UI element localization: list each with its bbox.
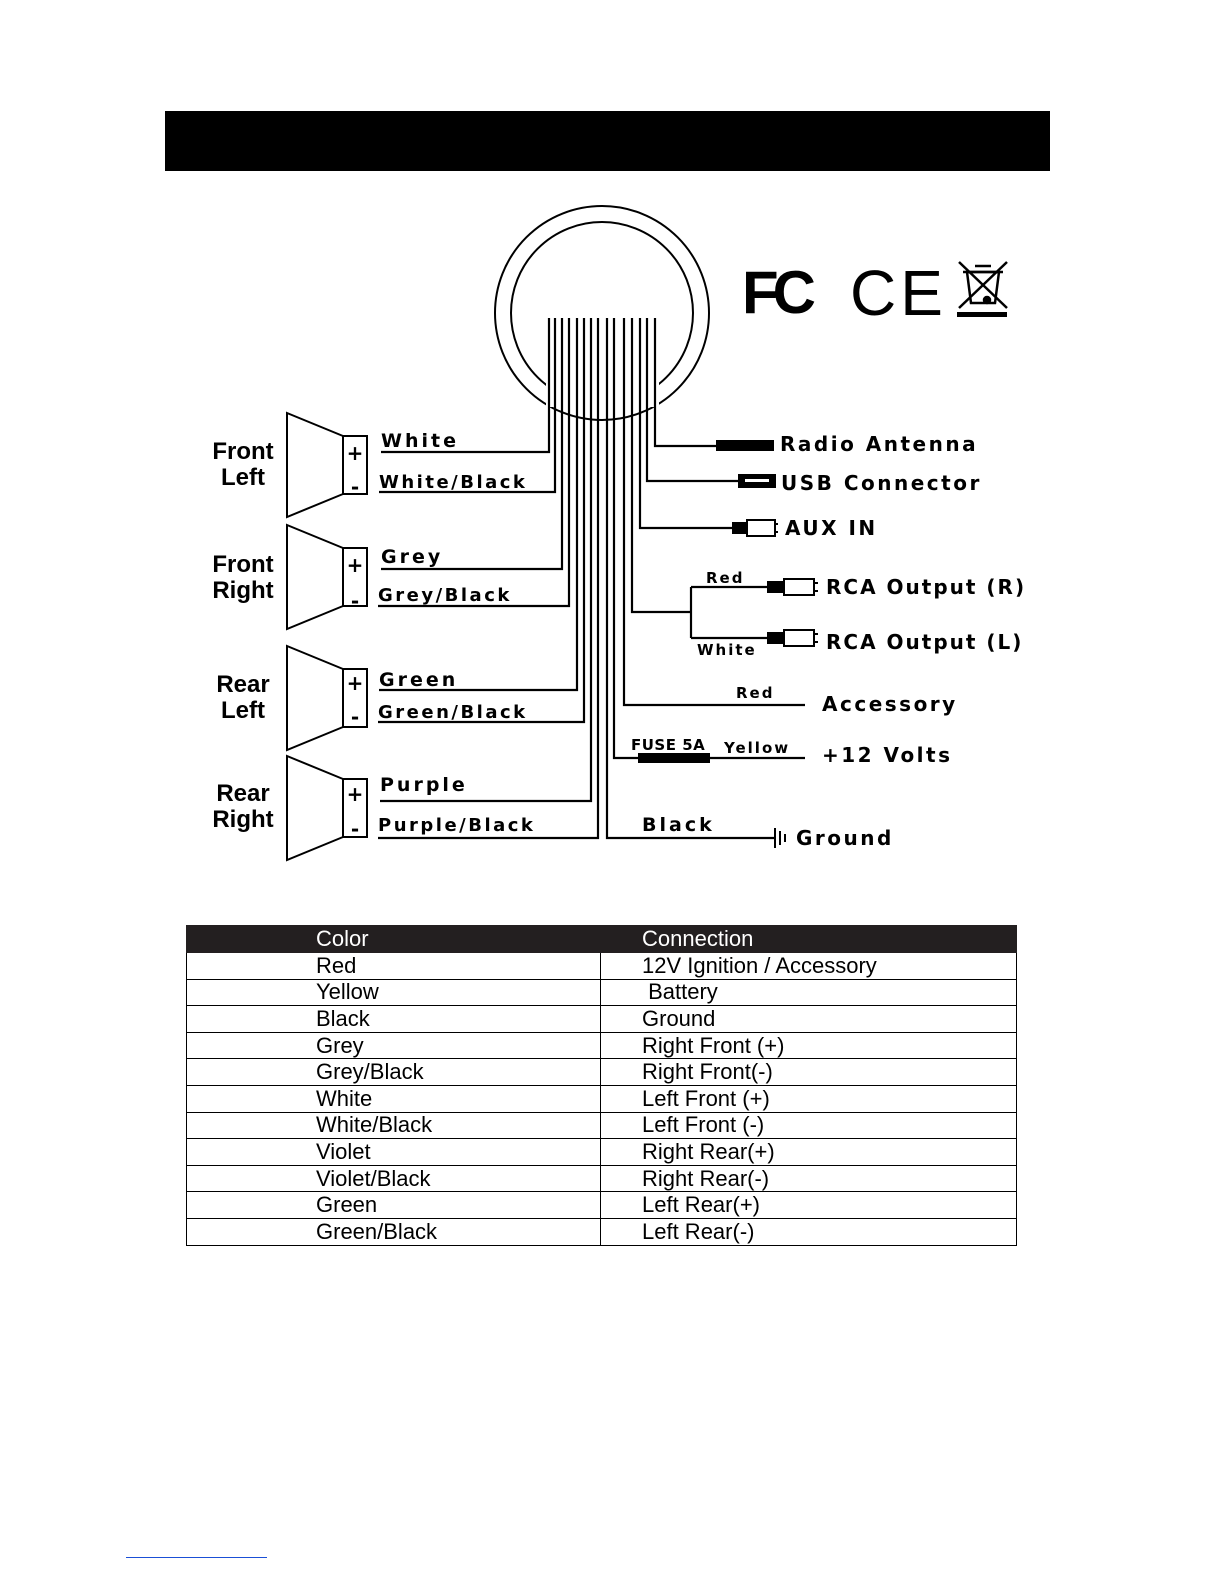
- table-header-row: [187, 926, 1017, 953]
- wire-color-table: [186, 925, 1017, 1246]
- cell-connection: Right Rear(+): [601, 1139, 1017, 1166]
- wire-label-green: Green: [379, 669, 459, 691]
- rca-l-plug: [768, 630, 818, 646]
- label-rca-right: RCA Output (R): [826, 575, 1027, 599]
- cell-color: Black: [187, 1006, 601, 1033]
- usb-plug: [738, 474, 776, 488]
- rl-minus: -: [350, 705, 360, 729]
- label-yellow: Yellow: [724, 739, 791, 757]
- label-fuse: FUSE 5A: [631, 736, 706, 754]
- speaker-label-fl-1: Front: [212, 438, 274, 465]
- cell-connection: Left Rear(-): [601, 1218, 1017, 1245]
- table-row: [187, 1006, 1017, 1033]
- rl-plus: +: [346, 671, 364, 695]
- cell-color: Violet: [187, 1139, 601, 1166]
- label-12-volts: +12 Volts: [822, 743, 953, 767]
- weee-bin-icon: [957, 262, 1007, 317]
- cell-connection: Left Rear(+): [601, 1192, 1017, 1219]
- table-row: [187, 1112, 1017, 1139]
- rr-plus: +: [346, 782, 364, 806]
- table-row: [187, 1165, 1017, 1192]
- rca-r-plug: [768, 579, 818, 595]
- cell-color: Green: [187, 1192, 601, 1219]
- cell-color: Green/Black: [187, 1218, 601, 1245]
- label-aux-in: AUX IN: [785, 516, 878, 540]
- label-usb-connector: USB Connector: [781, 471, 982, 495]
- ground-symbol: [775, 828, 785, 848]
- cell-connection: Right Rear(-): [601, 1165, 1017, 1192]
- wire-label-purple: Purple: [380, 774, 468, 796]
- cell-connection: Ground: [601, 1006, 1017, 1033]
- wire-label-grey: Grey: [381, 546, 444, 568]
- cell-connection: Right Front (+): [601, 1032, 1017, 1059]
- fl-minus: -: [350, 475, 360, 499]
- cell-color: Red: [187, 953, 601, 980]
- fl-plus: +: [346, 441, 364, 465]
- fr-plus: +: [346, 553, 364, 577]
- speaker-front-left: [287, 413, 367, 517]
- label-accessory-red: Red: [736, 684, 775, 702]
- cell-color: Violet/Black: [187, 1165, 601, 1192]
- label-rca-white: White: [697, 641, 757, 659]
- cell-color: White/Black: [187, 1112, 601, 1139]
- label-accessory: Accessory: [822, 692, 958, 716]
- fuse: [638, 753, 710, 763]
- speaker-rear-right: [287, 756, 367, 860]
- cell-connection: Right Front(-): [601, 1059, 1017, 1086]
- table-row: [187, 953, 1017, 980]
- speaker-rear-left: [287, 646, 367, 750]
- speaker-label-fl-2: Left: [221, 464, 265, 491]
- speaker-label-fr-2: Right: [212, 577, 274, 604]
- label-rca-left: RCA Output (L): [826, 630, 1024, 654]
- speaker-label-rr-1: Rear: [216, 780, 270, 807]
- wire-label-purple-black: Purple/Black: [378, 815, 536, 836]
- table-row: [187, 1032, 1017, 1059]
- label-ground: Ground: [796, 826, 894, 850]
- wire-label-white: White: [381, 430, 459, 452]
- label-radio-antenna: Radio Antenna: [780, 432, 979, 456]
- wire-label-white-black: White/Black: [379, 472, 528, 493]
- cell-color: Grey/Black: [187, 1059, 601, 1086]
- cell-connection: 12V Ignition / Accessory: [601, 953, 1017, 980]
- wire-label-grey-black: Grey/Black: [378, 585, 512, 606]
- cell-color: Grey: [187, 1032, 601, 1059]
- cell-connection: Battery: [601, 979, 1017, 1006]
- table-row: [187, 1059, 1017, 1086]
- table-row: [187, 1192, 1017, 1219]
- aux-plug: [733, 520, 778, 536]
- fcc-logo: FC: [742, 259, 810, 326]
- wire-label-green-black: Green/Black: [378, 702, 528, 723]
- label-rca-red: Red: [706, 569, 745, 587]
- ce-logo: CE: [850, 257, 947, 329]
- table-row: [187, 1218, 1017, 1245]
- footer-link-underline[interactable]: [126, 1557, 267, 1558]
- cell-color: White: [187, 1085, 601, 1112]
- cell-connection: Left Front (+): [601, 1085, 1017, 1112]
- speaker-label-rl-2: Left: [221, 697, 265, 724]
- header-connection: Connection: [601, 926, 1017, 953]
- fr-minus: -: [350, 589, 360, 613]
- speaker-front-right: [287, 525, 367, 629]
- table-row: [187, 1085, 1017, 1112]
- label-black: Black: [642, 814, 715, 836]
- cell-connection: Left Front (-): [601, 1112, 1017, 1139]
- antenna-plug: [716, 440, 774, 451]
- header-color: Color: [187, 926, 601, 953]
- table-row: [187, 979, 1017, 1006]
- speaker-label-rr-2: Right: [212, 806, 274, 833]
- cell-color: Yellow: [187, 979, 601, 1006]
- rr-minus: -: [350, 817, 360, 841]
- speaker-label-rl-1: Rear: [216, 671, 270, 698]
- speaker-label-fr-1: Front: [212, 551, 274, 578]
- table-row: [187, 1139, 1017, 1166]
